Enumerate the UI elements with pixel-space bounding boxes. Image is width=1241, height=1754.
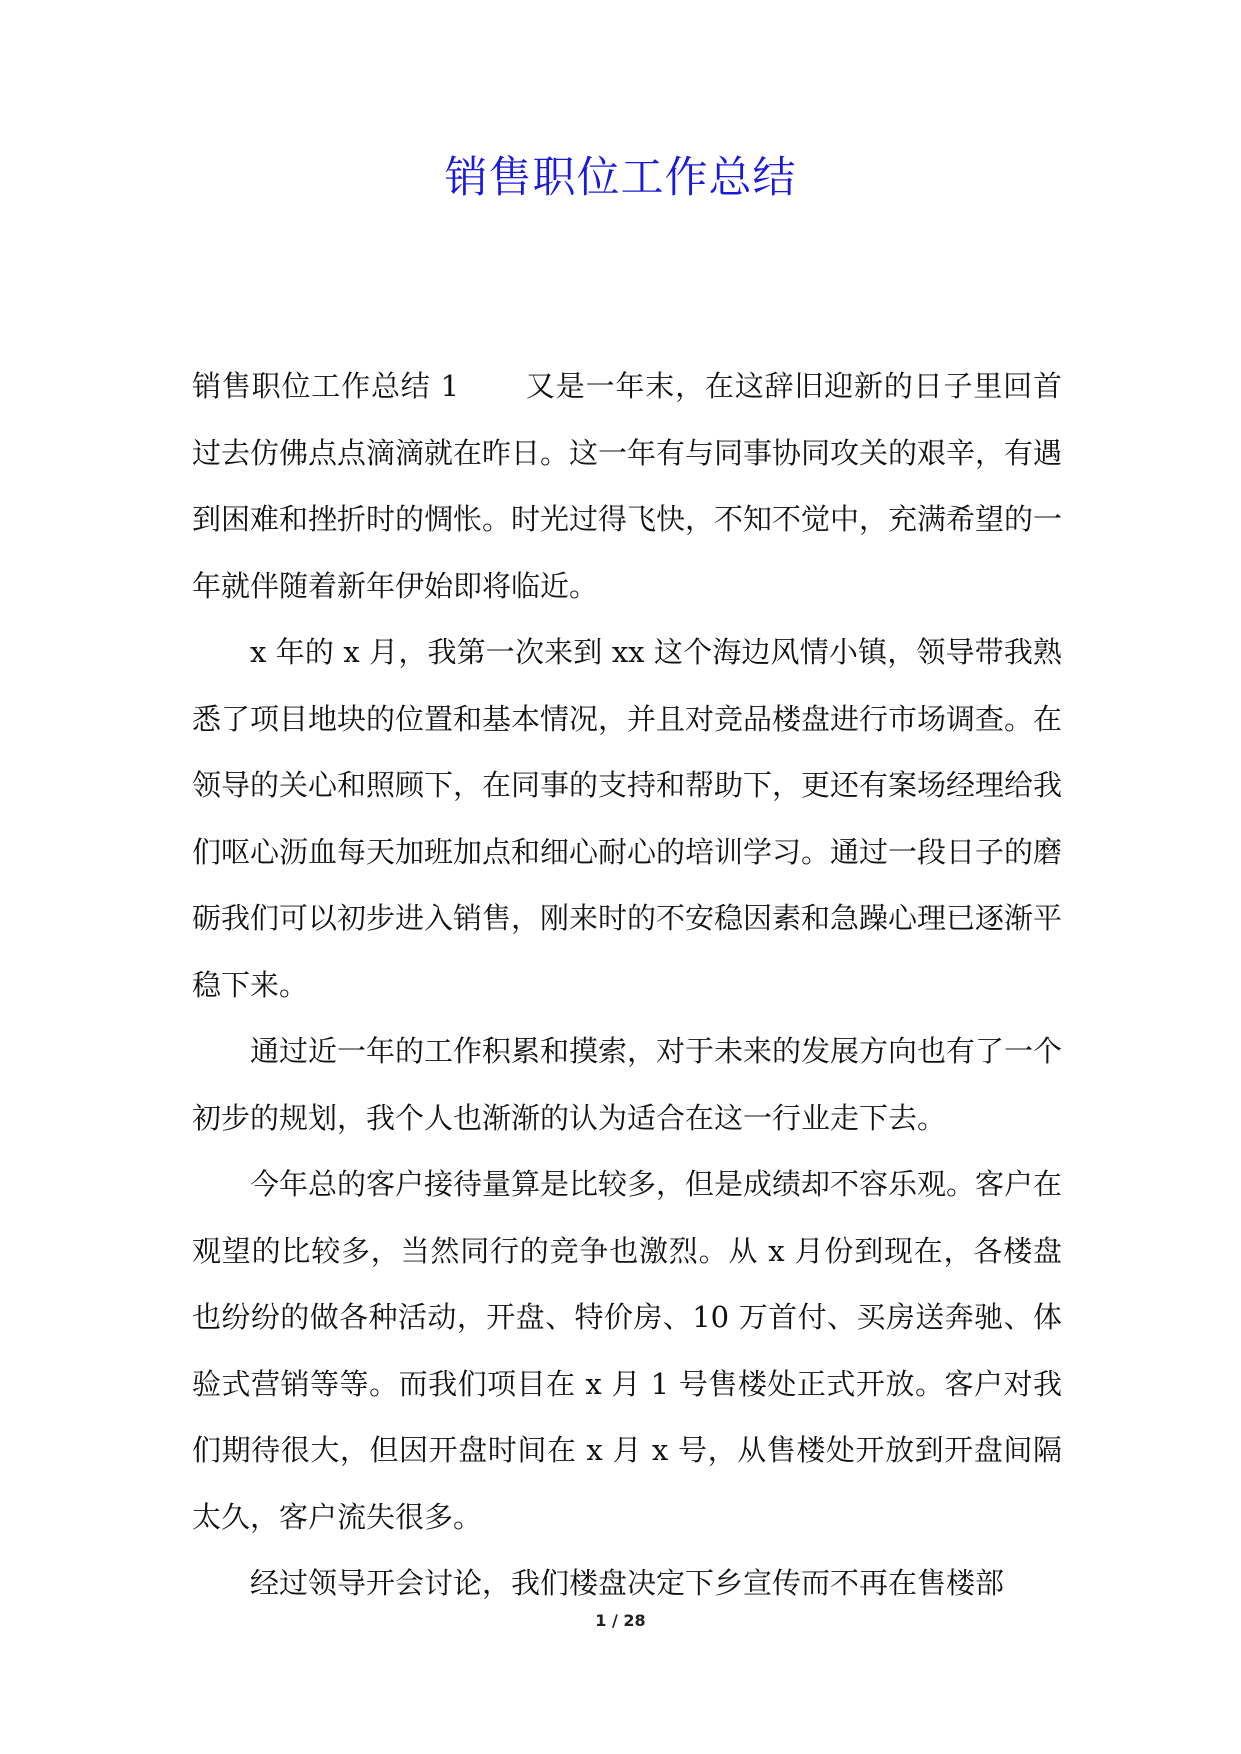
- document-title: 销售职位工作总结: [444, 153, 797, 203]
- paragraph-5: 经过领导开会讨论，我们楼盘决定下乡宣传而不再在售楼部: [250, 1566, 1005, 1600]
- paragraph-1: [192, 353, 1062, 619]
- page-number: 1 / 28: [595, 1611, 646, 1630]
- section-heading: 销售职位工作总结 1: [192, 369, 460, 403]
- paragraph-text: 又是一年末，在这辞旧迎新的日子里回首过去仿佛点点滴滴就在昨日。这一年有与同事协同攻关的艰辛，有遇到困难和挫折时的惆怅。时光过得飞快，不知不觉中，充满希望的一年就伴随着新年伊始即将临近。: [192, 369, 1063, 603]
- paragraph-3: 通过近一年的工作积累和摸索，对于未来的发展方向也有了一个初步的规划，我个人也渐渐的认为适合在这一行业走下去。: [192, 1034, 1063, 1135]
- paragraph-4: 今年总的客户接待量算是比较多，但是成绩却不容乐观。客户在观望的比较多，当然同行的竞争也激烈。从 x 月份到现在，各楼盘也纷纷的做各种活动，开盘、特价房、10 万首付、买房送奔驰、体验式营销等等。而我们项目在 x 月 1 号售楼处正式开放。客户对我们期待很大，但因开盘时间在 x 月 x 号，从售楼处开放到开盘间隔太久，客户流失很多。: [192, 1167, 1063, 1534]
- document-body: [192, 353, 1062, 1617]
- paragraph-2: x 年的 x 月，我第一次来到 xx 这个海边风情小镇，领导带我熟悉了项目地块的位置和基本情况，并且对竞品楼盘进行市场调查。在领导的关心和照顾下，在同事的支持和帮助下，更还有案场经理给我们呕心沥血每天加班加点和细心耐心的培训学习。通过一段日子的磨砺我们可以初步进入销售，刚来时的不安稳因素和急躁心理已逐渐平稳下来。: [192, 635, 1063, 1002]
